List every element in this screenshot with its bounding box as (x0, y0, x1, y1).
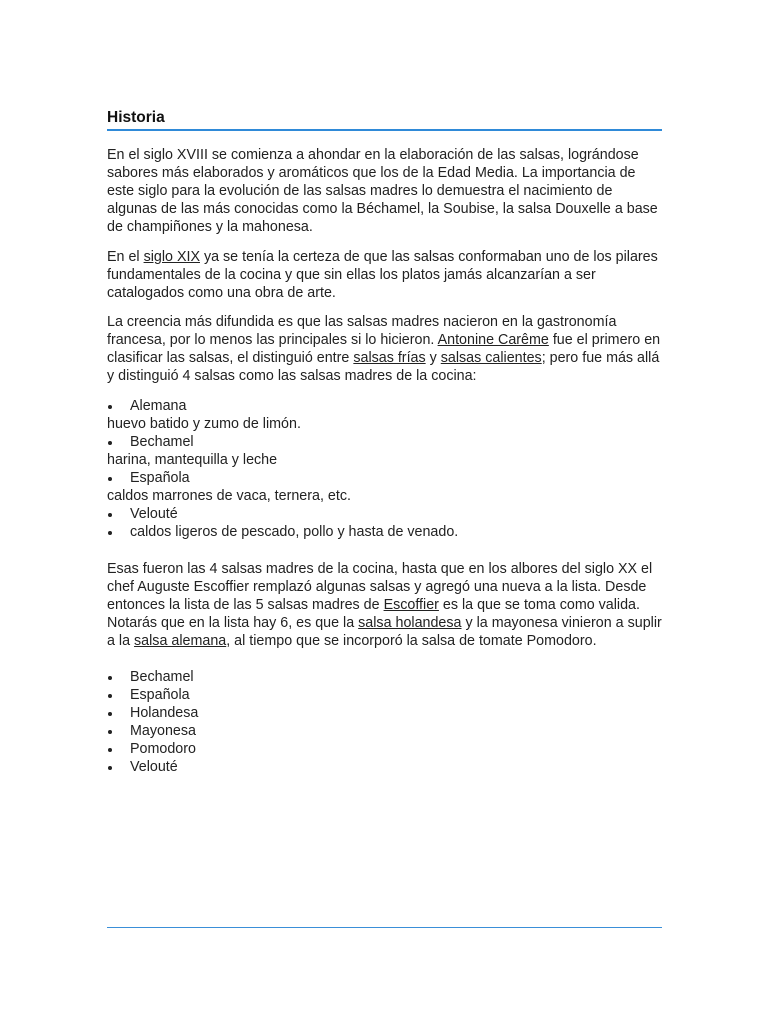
paragraph-4 (107, 560, 662, 650)
link-escoffier[interactable]: Escoffier (383, 597, 439, 613)
document-page (107, 108, 662, 776)
list-item: Española (107, 686, 662, 704)
paragraph-2 (107, 248, 662, 302)
list-item: Mayonesa (107, 722, 662, 740)
text-span: En el (107, 249, 144, 265)
link-antonine-careme[interactable]: Antonine Carême (437, 332, 549, 348)
list-item: Velouté (107, 758, 662, 776)
link-salsa-holandesa[interactable]: salsa holandesa (358, 615, 462, 631)
paragraph-1: En el siglo XVIII se comienza a ahondar en la elaboración de las salsas, lográndose sabores más elaborados y aromáticos que los de la Edad Media. La importancia de este siglo para la evolución de las salsas madres lo demuestra el nacimiento de algunas de las más conocidas como la Béchamel, la Soubise, la salsa Douxelle a base de champiñones y la mahonesa. (107, 147, 658, 235)
list-item-description: huevo batido y zumo de limón. (107, 416, 301, 432)
text-span: y (425, 350, 441, 366)
text-span: , al tiempo que se incorporó la salsa de tomate Pomodoro. (226, 633, 597, 649)
list-item: Holandesa (107, 704, 662, 722)
text-span: La creencia más difundida es que las salsas madres nacieron en la gastronomía francesa, por lo menos las principales si lo hicieron. (107, 314, 617, 348)
mother-sauces-list (107, 397, 662, 541)
list-item: Alemana (107, 397, 662, 415)
section-heading: Historia (107, 108, 662, 131)
footer-divider (107, 927, 662, 928)
text-span: ya se tenía la certeza de que las salsas conformaban uno de los pilares fundamentales de la cocina y que sin ellas los platos jamás alcanzarían a ser catalogados como una obra de arte. (107, 249, 658, 301)
list-item: caldos ligeros de pescado, pollo y hasta de venado. (107, 523, 662, 541)
link-salsas-calientes[interactable]: salsas calientes (440, 350, 542, 366)
link-salsas-frias[interactable]: salsas frías (353, 350, 426, 366)
list-item: Pomodoro (107, 740, 662, 758)
list-item: Velouté (107, 505, 662, 523)
list-item: Bechamel (107, 668, 662, 686)
text-span: y la mayonesa vinieron a suplir a la (107, 615, 662, 649)
paragraph-3 (107, 313, 662, 385)
link-salsa-alemana[interactable]: salsa alemana (134, 633, 227, 649)
list-item-description: caldos marrones de vaca, ternera, etc. (107, 488, 351, 504)
text-span: Esas fueron las 4 salsas madres de la cocina, hasta que en los albores del siglo XX el chef Auguste Escoffier remplazó algunas salsas y agregó una nueva a la lista. Desde entonces la lista de las 5 salsas madres de (107, 561, 653, 613)
list-item: Bechamel (107, 433, 662, 451)
text-span: fue el primero en clasificar las salsas, el distinguió entre (107, 332, 661, 366)
text-span: es la que se toma como valida. Notarás que en la lista hay 6, es que la (107, 597, 640, 631)
text-span: ; pero fue más allá y distinguió 4 salsas como las salsas madres de la cocina: (107, 350, 660, 384)
escoffier-sauces-list (107, 668, 662, 776)
link-siglo-xix[interactable]: siglo XIX (143, 249, 200, 265)
list-item-description: harina, mantequilla y leche (107, 452, 278, 468)
list-item: Española (107, 469, 662, 487)
